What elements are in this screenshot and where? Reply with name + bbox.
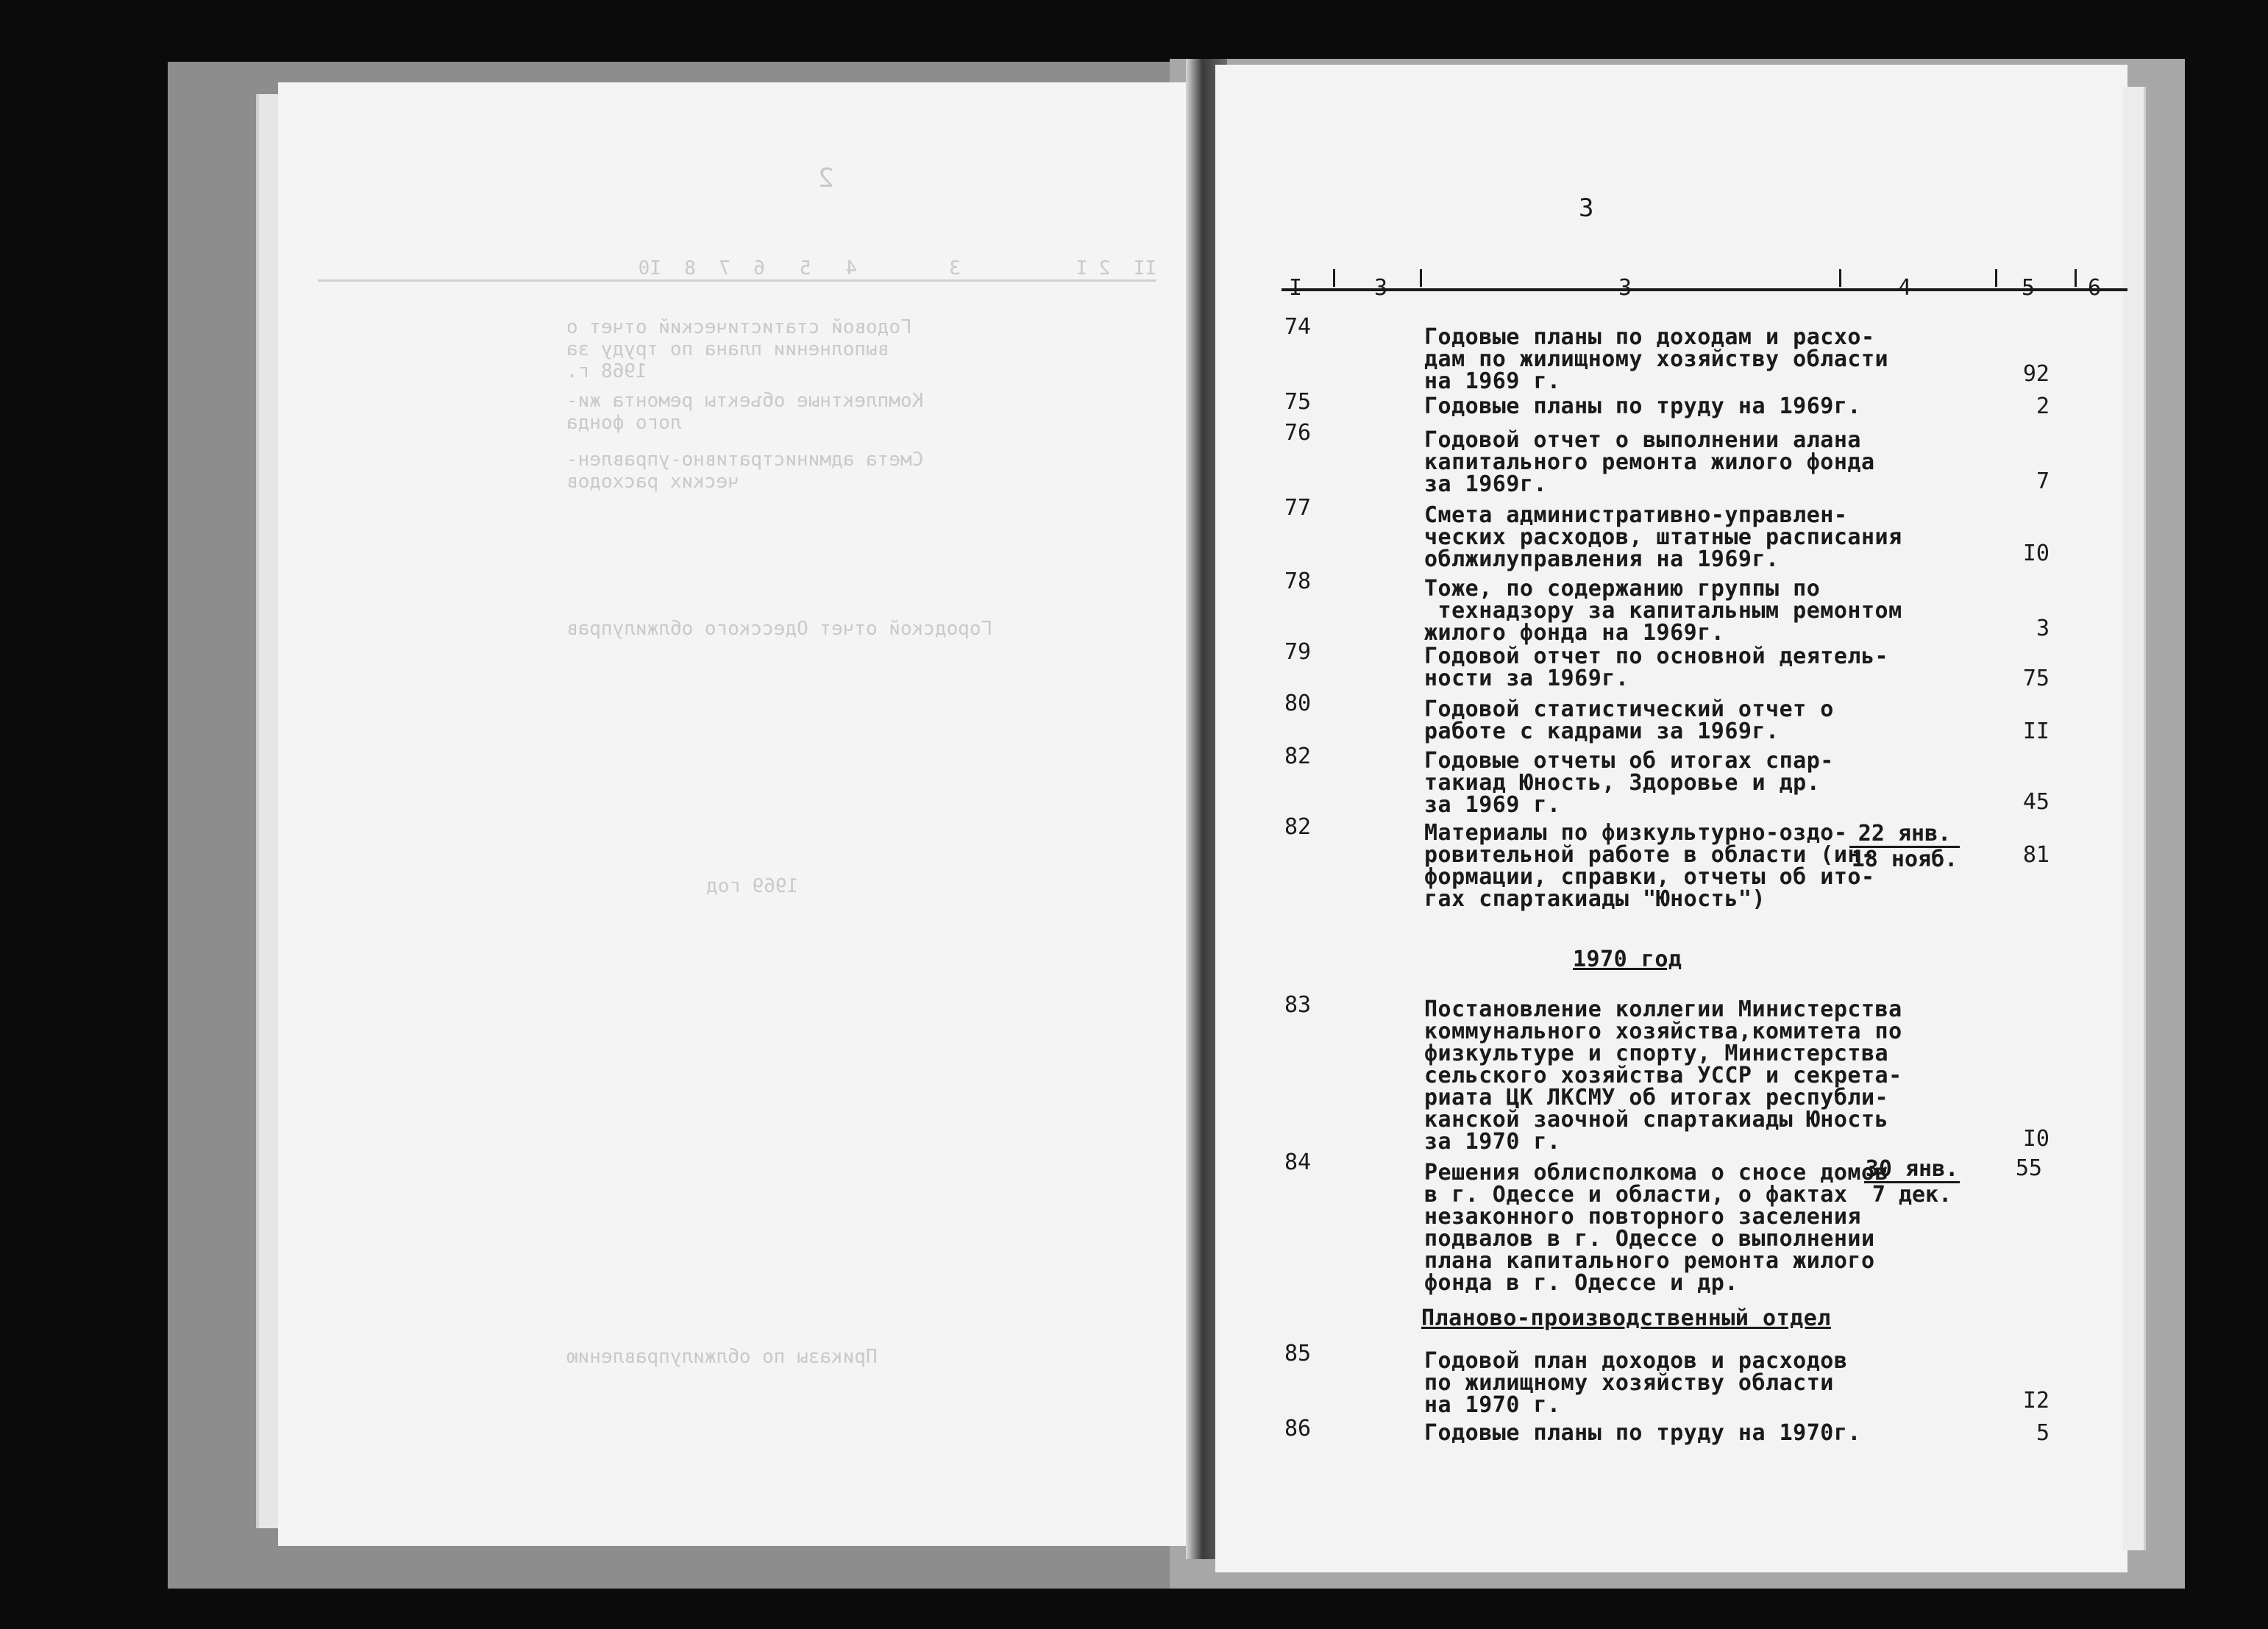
date-start: 22 янв. (1849, 822, 1960, 848)
sheet-count: I0 (2022, 541, 2050, 566)
entry-text-line: Годовые отчеты об итогах спар- (1424, 748, 1834, 774)
entry-text-line: за 1969 г. (1424, 792, 1561, 818)
left-ghost-line: Смета административно-управлен- (566, 449, 924, 471)
column-divider (1420, 269, 1422, 287)
entry-text-line: за 1970 г. (1424, 1129, 1561, 1155)
sheet-count: II (2022, 719, 2050, 744)
entry-number: 76 (1284, 420, 1312, 446)
entry-text-line: сельского хозяйства УССР и секрета- (1424, 1063, 1902, 1088)
sheet-count: 5 (2036, 1420, 2050, 1446)
entry-number: 83 (1284, 992, 1312, 1018)
column-divider (1995, 269, 1997, 287)
column-header: 6 (2088, 275, 2102, 301)
entry-text-line: на 1969 г. (1424, 368, 1561, 394)
department-heading: Планово-производственный отдел (1421, 1305, 1831, 1331)
left-ghost-line: Приказы по облжилуправлению (566, 1346, 878, 1368)
column-divider (1333, 269, 1335, 287)
date-range (1849, 822, 1960, 871)
sheet-count: 75 (2022, 666, 2050, 691)
date-end: 7 дек. (1871, 1182, 1952, 1208)
sheet-count: 81 (2022, 842, 2050, 868)
entry-text-line: Годовые планы по труду на 1969г. (1424, 393, 1861, 419)
entry-number: 77 (1284, 495, 1312, 521)
entry-text-line: ровительной работе в области (ин- (1424, 842, 1875, 868)
entry-number: 85 (1284, 1341, 1312, 1366)
entry-text-line: незаконного повторного заселения (1424, 1204, 1861, 1230)
left-ghost-line: Городской отчет Одесского облжилуправ (566, 618, 993, 640)
column-divider (2075, 269, 2077, 287)
entry-text-line: коммунального хозяйства,комитета по (1424, 1019, 1902, 1044)
entry-text-line: плана капитального ремонта жилого (1424, 1248, 1875, 1274)
entry-number: 86 (1284, 1416, 1312, 1441)
entry-text-line: Постановление коллегии Министерства (1424, 997, 1902, 1022)
entry-text-line: на 1970 г. (1424, 1392, 1561, 1418)
sheet-count: 7 (2036, 468, 2050, 494)
entry-text-line: дам по жилищному хозяйству области (1424, 346, 1889, 372)
entry-text-line: Годовой отчет по основной деятель- (1424, 644, 1889, 669)
entry-text-line: гах спартакиады "Юность") (1424, 886, 1766, 912)
column-header: 3 (1618, 275, 1632, 301)
left-ghost-line: выполнении плана по труду за (566, 338, 889, 360)
left-ghost-line: 1969 год (706, 875, 799, 897)
entry-number: 84 (1284, 1149, 1312, 1175)
table-header-rule (1281, 288, 2127, 291)
entry-number: 75 (1284, 389, 1312, 415)
column-header: 5 (2022, 275, 2036, 301)
entry-text-line: ческих расходов, штатные расписания (1424, 524, 1902, 550)
sheet-count: I2 (2022, 1388, 2050, 1414)
entry-text-line: Годовые планы по труду на 1970г. (1424, 1420, 1861, 1446)
entry-text-line: канской заочной спартакиады Юность (1424, 1107, 1889, 1133)
entry-number: 80 (1284, 691, 1312, 716)
date-range (1864, 1158, 1960, 1207)
entry-text-line: Годовые планы по доходам и расхо- (1424, 324, 1875, 350)
entry-text-line: ности за 1969г. (1424, 666, 1629, 691)
sheet-count: 55 (2015, 1155, 2042, 1181)
sheet-count: 45 (2022, 789, 2050, 815)
entry-text-line: физкультуре и спорту, Министерства (1424, 1041, 1889, 1066)
page-stack-right (2123, 87, 2146, 1550)
entry-number: 79 (1284, 639, 1312, 665)
entry-text-line: Смета административно-управлен- (1424, 502, 1848, 528)
entry-text-line: риата ЦК ЛКСМУ об итогах республи- (1424, 1085, 1889, 1111)
left-ghost-line: Годовой статистический отчет о (566, 316, 912, 338)
left-ghost-line: 1968 г. (566, 360, 647, 382)
sheet-count: 3 (2036, 616, 2050, 641)
entry-text-line: технадзору за капитальным ремонтом (1424, 598, 1902, 624)
entry-number: 74 (1284, 314, 1312, 340)
entry-text-line: Годовой отчет о выполнении алана (1424, 427, 1861, 453)
column-header: 4 (1898, 275, 1912, 301)
entry-text-line: работе с кадрами за 1969г. (1424, 719, 1780, 744)
entry-text-line: жилого фонда на 1969г. (1424, 620, 1725, 646)
entry-text-line: Тоже, по содержанию группы по (1424, 576, 1821, 602)
entry-text-line: Годовой статистический отчет о (1424, 696, 1834, 722)
column-header: 3 (1374, 275, 1388, 301)
entry-text-line: облжилуправления на 1969г. (1424, 546, 1780, 572)
entry-text-line: фонда в г. Одессе и др. (1424, 1270, 1738, 1296)
left-page (278, 82, 1190, 1546)
page-stack-left (256, 94, 281, 1528)
sheet-count: I0 (2022, 1126, 2050, 1152)
left-ghost-line: лого фонда (566, 412, 682, 434)
entry-number: 82 (1284, 814, 1312, 840)
entry-text-line: в г. Одессе и области, о фактах (1424, 1182, 1848, 1208)
column-header: I (1289, 275, 1303, 301)
sheet-count: 2 (2036, 393, 2050, 419)
sheet-count: 92 (2022, 361, 2050, 387)
column-divider (1839, 269, 1841, 287)
entry-text-line: Материалы по физкультурно-оздо- (1424, 820, 1848, 846)
entry-text-line: по жилищному хозяйству области (1424, 1370, 1834, 1396)
date-start: 30 янв. (1865, 1156, 1959, 1182)
entry-number: 78 (1284, 568, 1312, 594)
entry-text-line: Годовой план доходов и расходов (1424, 1348, 1848, 1374)
entry-number: 82 (1284, 744, 1312, 769)
left-ghost-line: ческих расходов (566, 471, 739, 493)
entry-text-line: формации, справки, отчеты об ито- (1424, 864, 1875, 890)
page-number: 3 (1579, 193, 1594, 223)
entry-text-line: подвалов в г. Одессе о выполнении (1424, 1226, 1875, 1252)
left-page-column-header: II 2 I 3 4 5 6 7 8 I0 (318, 257, 1156, 282)
entry-text-line: Решения облисполкома о сносе домов (1424, 1160, 1889, 1186)
entry-text-line: такиад Юность, Здоровье и др. (1424, 770, 1821, 796)
left-page-number: 2 (818, 163, 834, 193)
left-ghost-line: Комплектные объекты ремонта жи- (566, 390, 924, 412)
date-end: 18 нояб. (1851, 846, 1958, 872)
year-heading: 1970 год (1573, 947, 1682, 972)
entry-text-line: за 1969г. (1424, 471, 1548, 497)
entry-text-line: капитального ремонта жилого фонда (1424, 449, 1875, 475)
